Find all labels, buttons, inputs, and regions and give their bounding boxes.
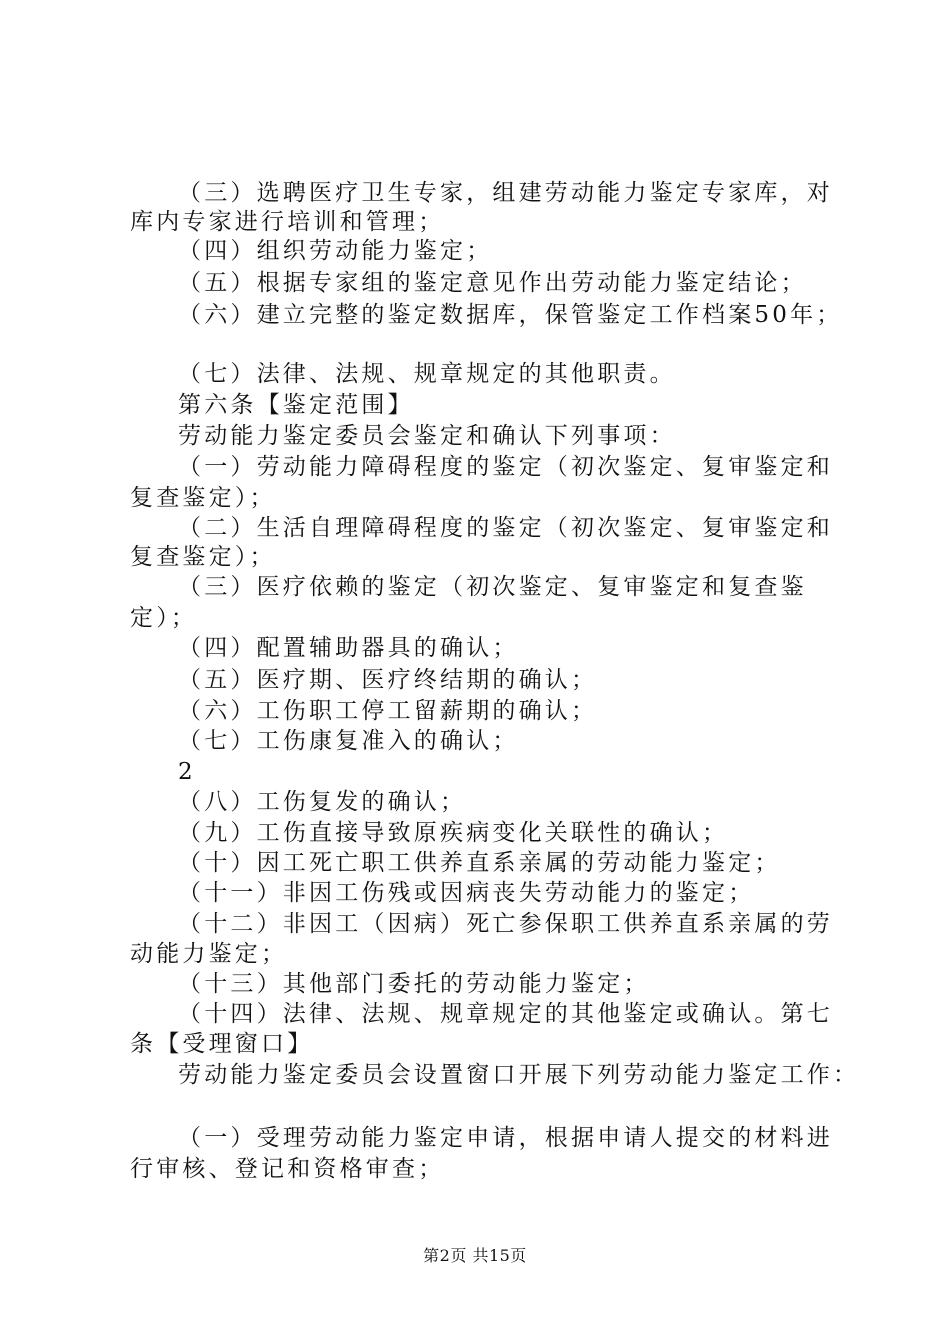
page-indicator: 第2页 共15页: [423, 1246, 527, 1265]
text-line: （八）工伤复发的确认；: [178, 789, 467, 815]
text-line: （七）法律、法规、规章规定的其他职责。: [178, 361, 676, 387]
text-line: （十四）法律、法规、规章规定的其他鉴定或确认。第七: [178, 1001, 833, 1027]
text-line: （十二）非因工（因病）死亡参保职工供养直系亲属的劳: [178, 911, 833, 937]
text-line: （三）医疗依赖的鉴定（初次鉴定、复审鉴定和复查鉴: [178, 574, 807, 600]
text-line: （一）劳动能力障碍程度的鉴定（初次鉴定、复审鉴定和: [178, 454, 833, 480]
text-line: （六）建立完整的鉴定数据库，保管鉴定工作档案50年；: [178, 302, 843, 328]
text-line: 库内专家进行培训和管理；: [130, 209, 445, 235]
text-line: （十一）非因工伤残或因病丧失劳动能力的鉴定；: [178, 880, 755, 906]
text-line: （十）因工死亡职工供养直系亲属的劳动能力鉴定；: [178, 850, 781, 876]
page-marker: 2: [178, 759, 196, 785]
section-heading: 条【受理窗口】: [130, 1031, 314, 1057]
text-line: （五）根据专家组的鉴定意见作出劳动能力鉴定结论；: [178, 270, 807, 296]
text-line: （四）组织劳动能力鉴定；: [178, 238, 493, 264]
text-line: （三）选聘医疗卫生专家，组建劳动能力鉴定专家库，对: [178, 180, 833, 206]
text-line: 行审核、登记和资格审查；: [130, 1156, 445, 1182]
text-line: （四）配置辅助器具的确认；: [178, 635, 519, 661]
text-line: 复查鉴定）；: [130, 544, 276, 570]
text-line: （十三）其他部门委托的劳动能力鉴定；: [178, 971, 650, 997]
text-line: （六）工伤职工停工留薪期的确认；: [178, 698, 598, 724]
text-line: （二）生活自理障碍程度的鉴定（初次鉴定、复审鉴定和: [178, 515, 833, 541]
text-line: （七）工伤康复准入的确认；: [178, 728, 519, 754]
text-line: 劳动能力鉴定委员会鉴定和确认下列事项：: [178, 423, 676, 449]
text-line: 动能力鉴定；: [130, 941, 288, 967]
text-line: （一）受理劳动能力鉴定申请，根据申请人提交的材料进: [178, 1125, 833, 1151]
text-line: （五）医疗期、医疗终结期的确认；: [178, 667, 598, 693]
section-heading: 第六条【鉴定范围】: [178, 392, 414, 418]
text-line: 定）；: [130, 605, 198, 631]
text-line: 复查鉴定）；: [130, 485, 276, 511]
text-line: 劳动能力鉴定委员会设置窗口开展下列劳动能力鉴定工作：: [178, 1062, 860, 1088]
text-line: （九）工伤直接导致原疾病变化关联性的确认；: [178, 820, 729, 846]
